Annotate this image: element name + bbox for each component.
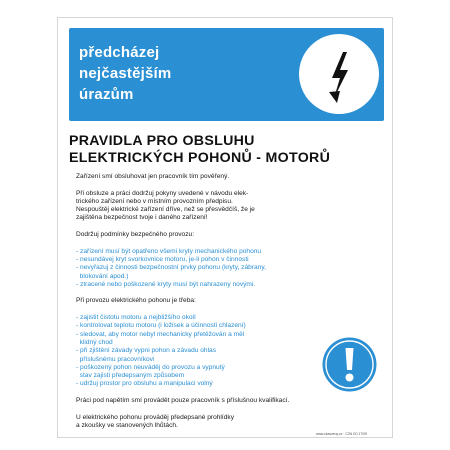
operation-title: Při provozu elektrického pohonu je třeba:: [76, 297, 196, 305]
voltage-note: Práci pod napětím smí provádět pouze pracovník s příslušnou kvalifikací.: [76, 397, 290, 405]
operation-item: - zajistit čistotu motoru a nejbližšího okolí: [76, 314, 196, 322]
operation-item: - při zjištění závady vypni pohon a závadu ohlas: [76, 347, 217, 355]
title-line-1: PRAVIDLA PRO OBSLUHU: [69, 133, 255, 149]
operation-item: příslušnému pracovníkovi: [76, 355, 155, 363]
condition-item: - zařízení musí být opatřeno všemi kryty mechanického pohonu: [76, 247, 262, 255]
page-title: [69, 133, 330, 167]
banner-line-3: úrazům: [79, 86, 134, 103]
operation-item: - kontrolovat teplotu motoru (i ložisek a účinnosti chlazení): [76, 322, 246, 330]
operation-item: klidný chod: [76, 338, 113, 346]
condition-item: - nevyřazuj z činnosti bezpečnostní prvky pohonu (kryty, zábrany,: [76, 264, 266, 272]
prevention-banner: [69, 28, 384, 121]
condition-item: - nesundávej kryt svorkovnice motoru, je-li pohon v činnosti: [76, 255, 249, 263]
checks-line: U elektrického pohonu prováděj předepsané prohlídky: [76, 413, 234, 421]
operation-item: - poškozený pohon neuváděj do provozu a vypnutý: [76, 363, 225, 371]
operation-item: - sledovat, aby motor nebyl mechanicky přetěžován a měl: [76, 330, 245, 338]
instructions-line: zajištěna bezpečnost tvoje i daného zařízení!: [76, 214, 208, 222]
conditions-title: Dodržuj podmínky bezpečného provozu:: [76, 231, 195, 239]
checks-line: a zkoušky ve stanovených lhůtách.: [76, 421, 178, 429]
instructions-line: trického zařízení nebo v místním provozním předpisu.: [76, 197, 233, 205]
instructions-line: Při obsluze a práci dodržuj pokyny uvedené v návodu elek-: [76, 189, 249, 197]
instructions-line: Nespouštěj elektrické zařízení dříve, než se přesvědčíš, že je: [76, 206, 255, 214]
intro-text: Zařízení smí obsluhovat jen pracovník tím pověřený.: [76, 173, 230, 180]
banner-line-1: předcházej: [79, 44, 160, 61]
high-voltage-bolt-icon: [299, 34, 379, 114]
safety-sign: [57, 17, 393, 438]
banner-text: [79, 42, 171, 105]
title-line-2: ELEKTRICKÝCH POHONŮ - MOTORŮ: [69, 150, 331, 166]
exclamation-circle-icon: [322, 337, 377, 392]
condition-item: - ztracené nebo poškozené kryty musí být nahrazeny novými.: [76, 280, 256, 288]
footer-code: www.ckaszeny.cz · C2N 0O 17/09: [316, 432, 368, 436]
operation-item: stav zajisti předepsaným způsobem: [76, 372, 185, 380]
condition-item: blokování apod.): [76, 272, 129, 280]
operation-item: - udržuj prostor pro obsluhu a manipulaci volný: [76, 380, 213, 388]
banner-line-2: nejčastějším: [79, 65, 172, 82]
